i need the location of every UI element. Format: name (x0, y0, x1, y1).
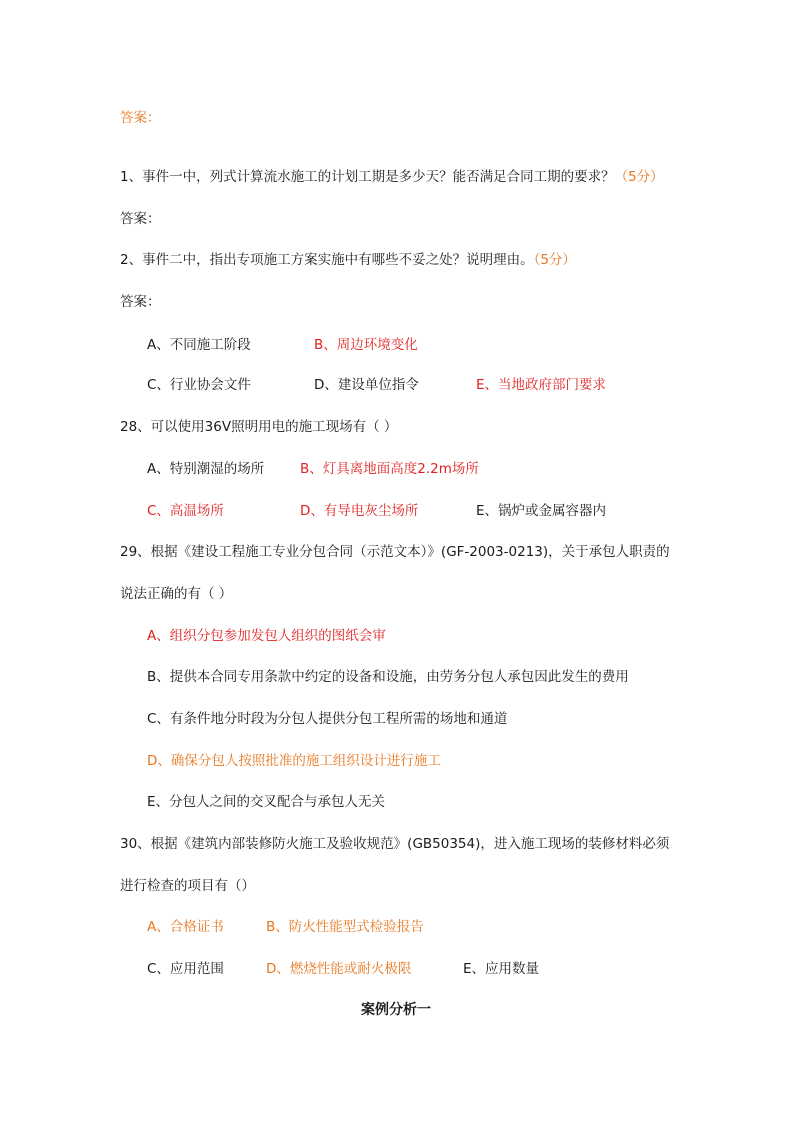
question-1-answer-label: 答案： (120, 211, 161, 227)
question-28-option-e: E、锅炉或金属容器内 (476, 503, 607, 519)
question-2-score: （5分） (533, 252, 576, 268)
question-30-option-a: A、合格证书 (147, 919, 224, 935)
question-2 (120, 251, 576, 269)
question-29-stem-line2: 说法正确的有（ ） (120, 586, 233, 602)
question-29-option-b: B、提供本合同专用条款中约定的设备和设施，由劳务分包人承包因此发生的费用 (147, 669, 629, 685)
question-28-option-a: A、特别潮湿的场所 (147, 461, 265, 477)
question-1-score: （5分） (614, 169, 664, 185)
question-28-stem: 28、可以使用36V照明用电的施工现场有（ ） (120, 419, 398, 435)
question-30-stem-line1: 30、根据《建筑内部装修防火施工及验收规范》(GB50354)，进入施工现场的装修材料必须 (120, 836, 670, 852)
answer-label-top: 答案： (120, 110, 161, 126)
question-29-option-e: E、分包人之间的交叉配合与承包人无关 (147, 794, 386, 810)
question-28-option-b: B、灯具离地面高度2.2m场所 (300, 461, 479, 477)
question-2-answer-label: 答案： (120, 294, 161, 310)
question-29-stem-line1: 29、根据《建设工程施工专业分包合同（示范文本）》(GF-2003-0213)，关于承包人职责的 (120, 544, 670, 560)
question-30-option-b: B、防火性能型式检验报告 (266, 919, 424, 935)
option-b-prev: B、周边环境变化 (314, 337, 418, 353)
question-30-option-e: E、应用数量 (463, 961, 540, 977)
question-29-option-d: D、确保分包人按照批准的施工组织设计进行施工 (147, 753, 441, 769)
question-28-option-c: C、高温场所 (147, 503, 224, 519)
option-a-prev: A、不同施工阶段 (147, 337, 251, 353)
question-1 (120, 168, 664, 186)
option-e-prev: E、当地政府部门要求 (476, 377, 607, 393)
option-c-prev: C、行业协会文件 (147, 377, 251, 393)
question-29-option-a: A、组织分包参加发包人组织的图纸会审 (147, 628, 386, 644)
question-28-option-d: D、有导电灰尘场所 (300, 503, 419, 519)
question-1-text: 1、事件一中，列式计算流水施工的计划工期是多少天？能否满足合同工期的要求？ (120, 169, 615, 185)
question-29-option-c: C、有条件地分时段为分包人提供分包工程所需的场地和通道 (147, 711, 508, 727)
section-title: 案例分析一 (361, 1002, 431, 1018)
question-30-option-c: C、应用范围 (147, 961, 224, 977)
question-30-stem-line2: 进行检查的项目有（） (120, 878, 255, 894)
question-2-text: 2、事件二中，指出专项施工方案实施中有哪些不妥之处？说明理由。 (120, 252, 534, 268)
question-30-option-d: D、燃烧性能或耐火极限 (266, 961, 412, 977)
option-d-prev: D、建设单位指令 (314, 377, 419, 393)
